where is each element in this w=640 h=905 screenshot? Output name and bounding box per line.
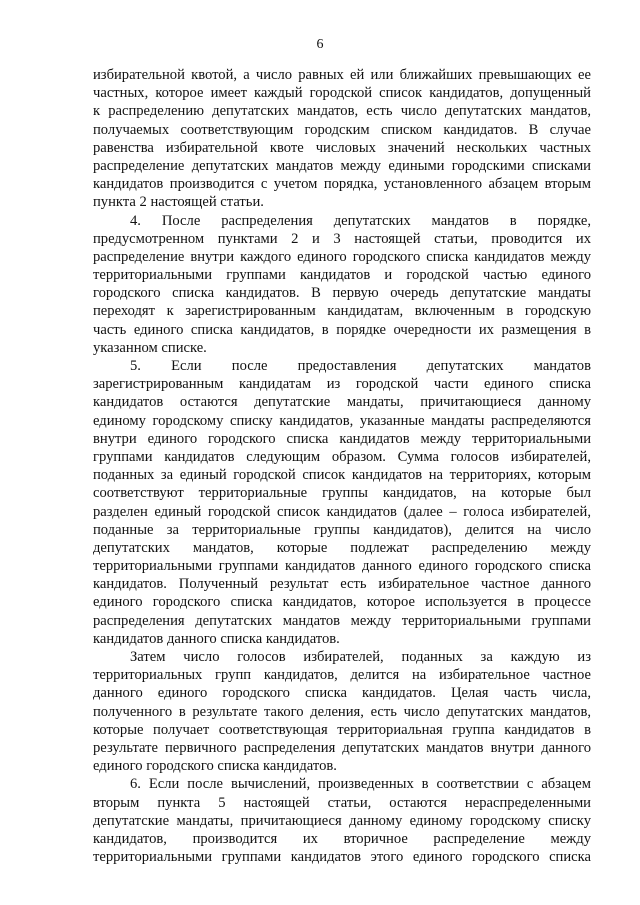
text-line: зарегистрированным кандидатам из городской части единого списка: [93, 376, 591, 393]
text-line: кандидатов данного списка кандидатов.: [93, 630, 340, 647]
text-line: получаемых соответствующим городским списком кандидатов. В случае: [93, 121, 591, 138]
text-line: Затем число голосов избирателей, поданных за каждую из: [130, 649, 591, 665]
text-line: депутатские мандаты, причитающиеся данному единому городскому списку: [93, 812, 591, 829]
text-line: кандидатов. Полученный результат есть избирательное частное данного: [93, 576, 591, 593]
text-line: распределения депутатских мандатов между территориальными группами: [93, 612, 591, 629]
text-line: поданные за территориальные группы кандидатов), делится на число: [93, 521, 591, 538]
text-line: 6. Если после вычислений, произведенных в соответствии с абзацем: [130, 776, 591, 793]
text-line: территориальных групп кандидатов, делится на избирательное частное: [93, 667, 591, 684]
text-line: депутатских мандатов, которые подлежат распределению между: [93, 539, 591, 556]
text-line: полученного в результате такого деления, есть число депутатских мандатов,: [93, 703, 591, 720]
text-line: пункта 2 настоящей статьи.: [93, 194, 264, 211]
text-line: территориальными группами кандидатов данного единого городского списка: [93, 558, 591, 575]
text-line: соответствуют территориальные группы кандидатов, на которые был: [93, 485, 591, 502]
body-text: [93, 66, 591, 866]
text-line: которые получает соответствующая территориальная группа кандидатов в: [93, 721, 591, 738]
text-line: предусмотренном пунктами 2 и 3 настоящей статьи, проводится их: [93, 230, 591, 247]
text-line: городского списка кандидатов. В первую очередь депутатские мандаты: [93, 285, 591, 302]
text-line: единого городского списка кандидатов, которое используется в процессе: [93, 594, 591, 611]
text-line: группами кандидатов следующим образом. Сумма голосов избирателей,: [93, 448, 591, 465]
text-line: данного единого городского списка кандидатов. Целая часть числа,: [93, 685, 591, 702]
text-line: часть единого списка кандидатов, в порядке очередности их размещения в: [93, 321, 591, 338]
text-line: разделен единый городской список кандидатов (далее – голоса избирателей,: [93, 503, 591, 520]
text-line: результате первичного распределения депутатских мандатов внутри данного: [93, 739, 591, 756]
text-line: кандидатов, производится их вторичное распределение между: [93, 830, 591, 847]
text-line: территориальными группами кандидатов и городской частью единого: [93, 267, 591, 284]
text-line: вторым пункта 5 настоящей статьи, остаются нераспределенными: [93, 794, 591, 811]
text-line: указанном списке.: [93, 339, 207, 356]
text-line: единого городского списка кандидатов.: [93, 758, 337, 775]
text-line: к распределению депутатских мандатов, есть число депутатских мандатов,: [93, 103, 591, 120]
text-line: кандидатов производится с учетом порядка, установленного абзацем вторым: [93, 176, 591, 193]
text-line: распределение депутатских мандатов между едиными городскими списками: [93, 157, 591, 174]
text-line: равенства избирательной квоте числовых значений нескольких частных: [93, 139, 591, 156]
text-line: 4. После распределения депутатских мандатов в порядке,: [130, 212, 591, 229]
text-line: избирательной квотой, а число равных ей или ближайших превышающих ее: [93, 67, 591, 83]
text-line: внутри единого городского списка кандидатов между территориальными: [93, 430, 591, 447]
text-line: кандидатов остаются депутатские мандаты, причитающиеся данному: [93, 394, 591, 411]
text-line: 5. Если после предоставления депутатских мандатов: [130, 358, 591, 374]
text-line: распределение внутри каждого единого городского списка кандидатов между: [93, 248, 591, 265]
text-line: единому городскому списку кандидатов, указанные мандаты распределяются: [93, 412, 591, 429]
text-line: переходят к зарегистрированным кандидатам, включенным в городскую: [93, 303, 591, 320]
text-line: частных, которое имеет каждый городской список кандидатов, допущенный: [93, 85, 591, 102]
page-number: 6: [316, 37, 324, 52]
text-line: территориальными группами кандидатов этого единого городского списка: [93, 849, 591, 866]
text-line: поданных за единый городской список кандидатов на территориях, которым: [93, 467, 591, 484]
